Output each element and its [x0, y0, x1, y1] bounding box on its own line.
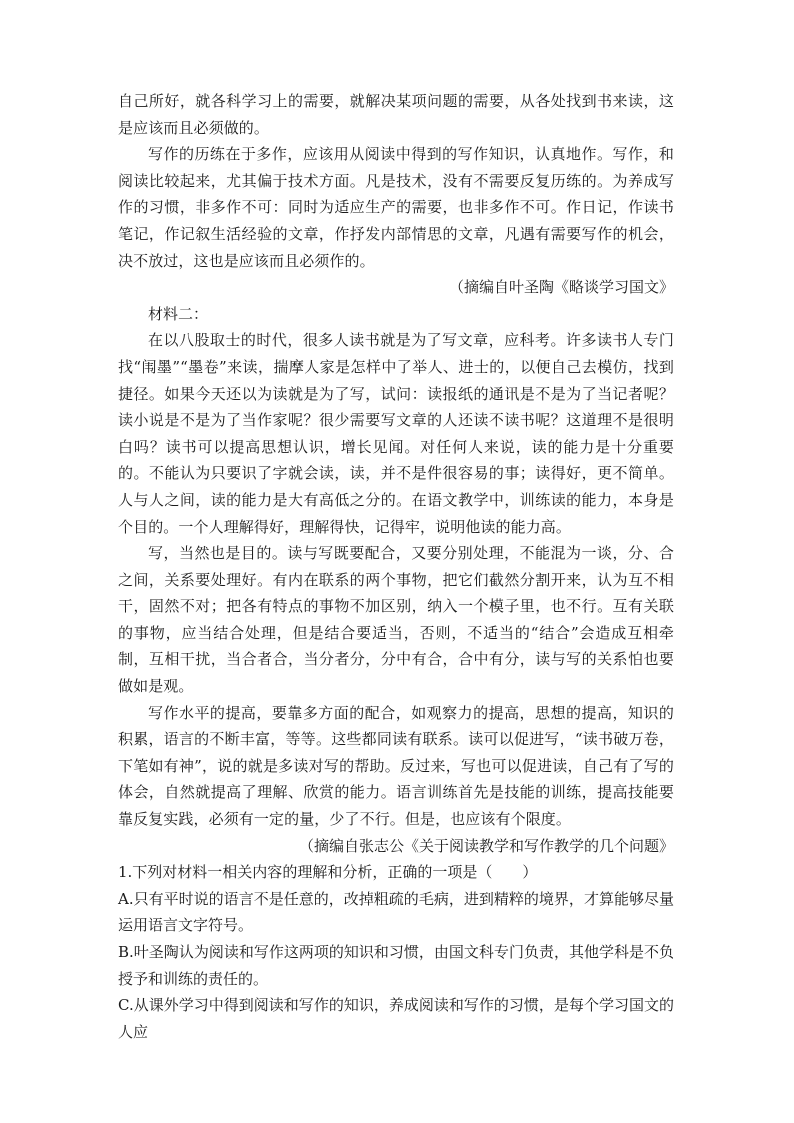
material-two-label: 材料二： — [148, 304, 209, 323]
material-one-source: （摘编自叶圣陶《略谈学习国文》 — [448, 278, 674, 297]
document-page — [118, 88, 674, 1045]
question-option-c: C.从课外学习中得到阅读和写作的知识，养成阅读和写作的习惯，是每个学习国文的人应 — [118, 996, 674, 1041]
question-option-a: A.只有平时说的语言不是任意的，改掉粗疏的毛病，进到精粹的境界，才算能够尽量运用语言文字符号。 — [118, 889, 674, 935]
material-two-paragraph: 写作水平的提高，要靠多方面的配合，如观察力的提高，思想的提高，知识的积累，语言的不断丰富，等等。这些都同读有联系。读可以促进写，“读书破万卷，下笔如有神”，说的就是多读对写的帮助。反过来，写也可以促进读，自己有了写的体会，自然就提高了理解、欣赏的能力。语言训练首先是技能的训练，提高技能要靠反复实践，必须有一定的量，少了不行。但是，也应该有个限度。 — [118, 703, 674, 829]
question-stem: 1.下列对材料一相关内容的理解和分析，正确的一项是（ ） — [118, 863, 538, 882]
material-one-paragraph: 写作的历练在于多作，应该用从阅读中得到的写作知识，认真地作。写作，和阅读比较起来，尤其偏于技术方面。凡是技术，没有不需要反复历练的。为养成写作的习惯，非多作不可：同时为适应生产的需要，也非多作不可。作日记，作读书笔记，作记叙生活经验的文章，作抒发内部情思的文章，凡遇有需要写作的机会，决不放过，这也是应该而且必须作的。 — [118, 145, 674, 270]
material-two-paragraph: 写，当然也是目的。读与写既要配合，又要分别处理，不能混为一谈，分、合之间，关系要处理好。有内在联系的两个事物，把它们截然分割开来，认为互不相干，固然不对；把各有特点的事物不加区别，纳入一个模子里，也不行。互有关联的事物，应当结合处理，但是结合要适当，否则，不适当的“结合”会造成互相牵制，互相干扰，当合者合，当分者分，分中有合，合中有分，读与写的关系怕也要做如是观。 — [118, 544, 674, 696]
material-two-source: （摘编自张志公《关于阅读教学和写作教学的几个问题》 — [298, 836, 674, 855]
material-two-paragraph: 在以八股取士的时代，很多人读书就是为了写文章，应科考。许多读书人专门找“闱墨”“墨卷”来读，揣摩人家是怎样中了举人、进士的，以便自己去模仿，找到捷径。如果今天还以为读就是为了写，试问：读报纸的通讯是不是为了当记者呢？读小说是不是为了当作家呢？很少需要写文章的人还读不读书呢？这道理不是很明白吗？读书可以提高思想认识，增长见闻。对任何人来说，读的能力是十分重要的。不能认为只要识了字就会读，读，并不是件很容易的事；读得好，更不简单。人与人之间，读的能力是大有高低之分的。在语文教学中，训练读的能力，本身是个目的。一个人理解得好，理解得快，记得牢，说明他读的能力高。 — [118, 331, 674, 536]
question-option-b: B.叶圣陶认为阅读和写作这两项的知识和习惯，由国文科专门负责，其他学科是不负授予和训练的责任的。 — [118, 943, 674, 988]
material-one-paragraph: 自己所好，就各科学习上的需要，就解决某项问题的需要，从各处找到书来读，这是应该而且必须做的。 — [118, 92, 674, 137]
